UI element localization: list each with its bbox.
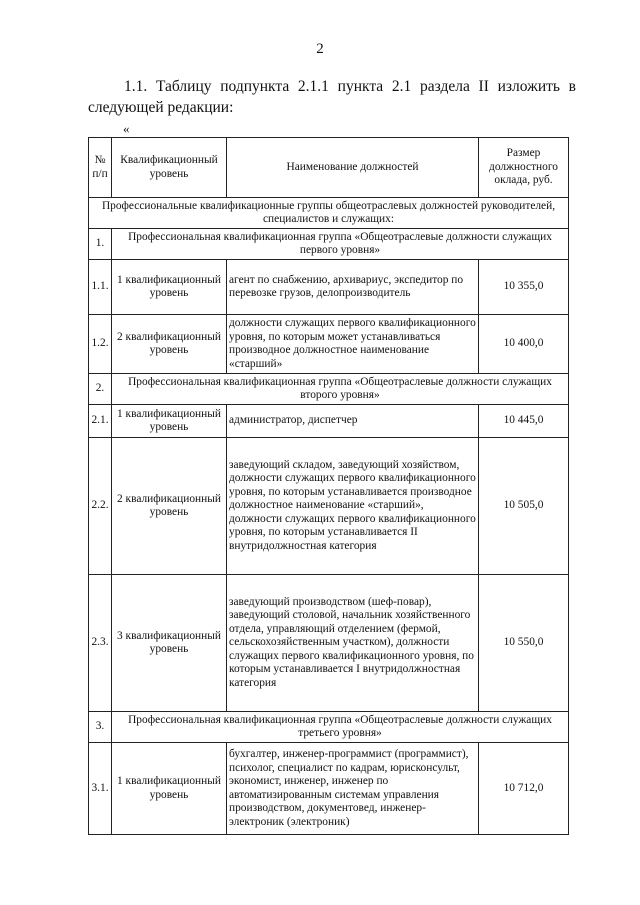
header-level: Квалификационный уровень [112,138,227,198]
table-row [89,575,569,712]
row-positions: заведующий производством (шеф-повар), заведующий столовой, начальник хозяйственного отдела, управляющий отделением (фермой, сельскохозяйственным участком), должности служащих первого квалификационного уровня, по которым устанавливается I внутридолжностная категория [227,575,479,712]
table-row [89,260,569,315]
row-salary: 10 445,0 [479,405,569,438]
opening-quote-mark: « [123,121,130,136]
group-title: Профессиональная квалификационная группа «Общеотраслевые должности служащих второго уровня» [112,374,569,405]
row-num: 2.2. [89,438,112,575]
row-level: 3 квалификационный уровень [112,575,227,712]
row-level: 1 квалификационный уровень [112,405,227,438]
table-row [89,438,569,575]
row-level: 2 квалификационный уровень [112,315,227,374]
row-positions: администратор, диспетчер [227,405,479,438]
group-row [89,229,569,260]
row-num: 1.1. [89,260,112,315]
group-row [89,374,569,405]
group-num: 3. [89,712,112,743]
table-header-row [89,138,569,198]
page-number: 2 [316,41,324,57]
row-level: 1 квалификационный уровень [112,260,227,315]
row-num: 2.3. [89,575,112,712]
table-row [89,315,569,374]
group-title: Профессиональная квалификационная группа «Общеотраслевые должности служащих первого уровня» [112,229,569,260]
row-num: 2.1. [89,405,112,438]
table-row [89,405,569,438]
group-row [89,712,569,743]
row-salary: 10 355,0 [479,260,569,315]
section-title-row [89,198,569,229]
intro-paragraph: 1.1. Таблицу подпункта 2.1.1 пункта 2.1 раздела II изложить в следующей редакции: [88,78,576,116]
group-title: Профессиональная квалификационная группа «Общеотраслевые должности служащих третьего уровня» [112,712,569,743]
row-positions: агент по снабжению, архивариус, экспедитор по перевозке грузов, делопроизводитель [227,260,479,315]
row-salary: 10 505,0 [479,438,569,575]
table-row [89,743,569,835]
header-salary: Размер должностного оклада, руб. [479,138,569,198]
row-level: 1 квалификационный уровень [112,743,227,835]
row-positions: бухгалтер, инженер-программист (программист), психолог, специалист по кадрам, юрисконсульт, экономист, инженер, инженер по автоматизированным системам управления производством, документовед, инженер-электроник (электроник) [227,743,479,835]
row-salary: 10 712,0 [479,743,569,835]
row-num: 1.2. [89,315,112,374]
group-num: 2. [89,374,112,405]
row-positions: должности служащих первого квалификационного уровня, по которым может устанавливаться производное должностное наименование «старший» [227,315,479,374]
section-title: Профессиональные квалификационные группы общеотраслевых должностей руководителей, специалистов и служащих: [89,198,569,229]
group-num: 1. [89,229,112,260]
row-salary: 10 400,0 [479,315,569,374]
header-positions: Наименование должностей [227,138,479,198]
salary-table [88,137,569,835]
row-positions: заведующий складом, заведующий хозяйством, должности служащих первого квалификационного уровня, по которым устанавливается производное должностное наименование «старший», должности служащих первого квалификационного уровня, по которым устанавливается II внутридолжностная категория [227,438,479,575]
row-num: 3.1. [89,743,112,835]
header-num: № п/п [89,138,112,198]
row-level: 2 квалификационный уровень [112,438,227,575]
row-salary: 10 550,0 [479,575,569,712]
